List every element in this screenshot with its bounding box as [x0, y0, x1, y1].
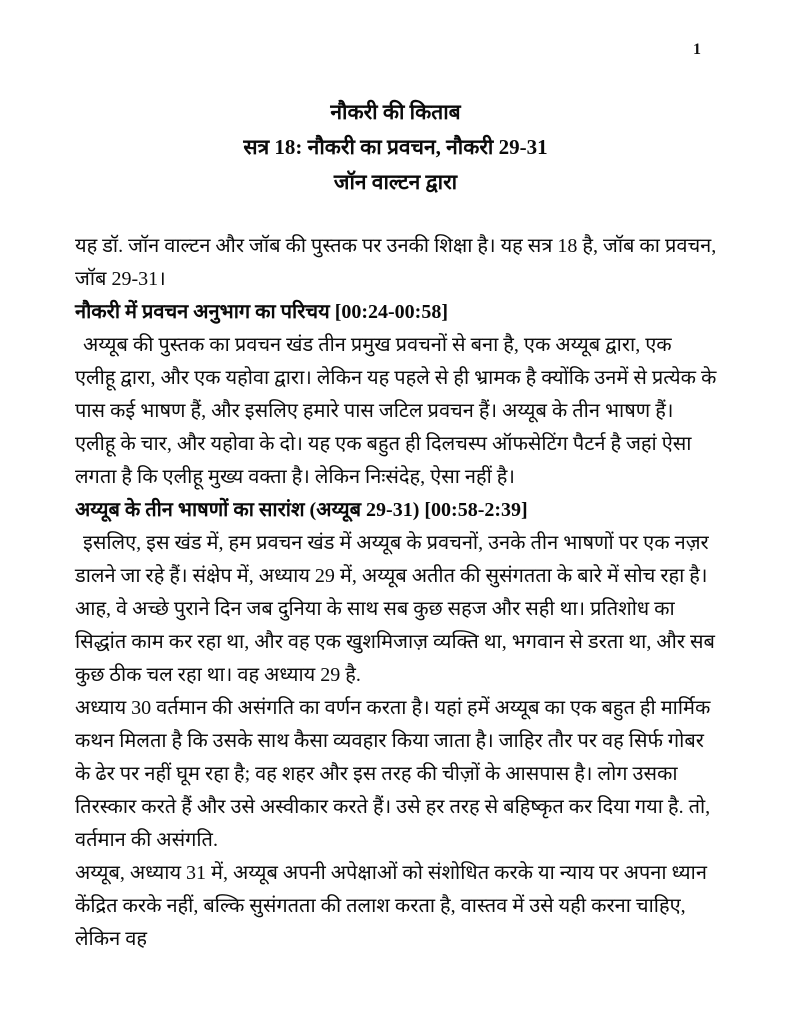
page-number: 1: [693, 41, 701, 58]
section2-paragraph-1: इसलिए, इस खंड में, हम प्रवचन खंड में अय्यूब के प्रवचनों, उनके तीन भाषणों पर एक नज़र डालने जा रहे हैं। संक्षेप में, अध्याय 29 में, अय्यूब अतीत की सुसंगतता के बारे में सोच रहा है। आह, वे अच्छे पुराने दिन जब दुनिया के साथ सब कुछ सहज और सही था। प्रतिशोध का सिद्धांत काम कर रहा था, और वह एक खुशमिजाज़ व्यक्ति था, भगवान से डरता था, और सब कुछ ठीक चल रहा था। वह अध्याय 29 है.: [75, 532, 715, 686]
session-subtitle: सत्र 18: नौकरी का प्रवचन, नौकरी 29-31: [243, 135, 548, 159]
section1-heading: नौकरी में प्रवचन अनुभाग का परिचय [00:24-00:58]: [75, 301, 449, 323]
intro-paragraph: यह डॉ. जॉन वाल्टन और जॉब की पुस्तक पर उनकी शिक्षा है। यह सत्र 18 है, जॉब का प्रवचन, जॉब 29-31।: [75, 235, 717, 290]
document-body: [75, 230, 717, 956]
section1-paragraph: अय्यूब की पुस्तक का प्रवचन खंड तीन प्रमुख प्रवचनों से बना है, एक अय्यूब द्वारा, एक एलीहू द्वारा, और एक यहोवा द्वारा। लेकिन यह पहले से ही भ्रामक है क्योंकि उनमें से प्रत्येक के पास कई भाषण हैं, और इसलिए हमारे पास जटिल प्रवचन हैं। अय्यूब के तीन भाषण हैं। एलीहू के चार, और यहोवा के दो। यह एक बहुत ही दिलचस्प ऑफसेटिंग पैटर्न है जहां ऐसा लगता है कि एलीहू मुख्य वक्ता है। लेकिन निःसंदेह, ऐसा नहीं है।: [75, 334, 717, 488]
section2-heading: अय्यूब के तीन भाषणों का सारांश (अय्यूब 29-31) [00:58-2:39]: [75, 499, 528, 521]
section2-paragraph-3: अय्यूब, अध्याय 31 में, अय्यूब अपनी अपेक्षाओं को संशोधित करके या न्याय पर अपना ध्यान केंद्रित करके नहीं, बल्कि सुसंगतता की तलाश करता है, वास्तव में उसे यही करना चाहिए, लेकिन वह: [75, 862, 707, 950]
author-line: जॉन वाल्टन द्वारा: [333, 170, 458, 194]
section2-paragraph-2: अध्याय 30 वर्तमान की असंगति का वर्णन करता है। यहां हमें अय्यूब का एक बहुत ही मार्मिक कथन मिलता है कि उसके साथ कैसा व्यवहार किया जाता है। जाहिर तौर पर वह सिर्फ गोबर के ढेर पर नहीं घूम रहा है; वह शहर और इस तरह की चीज़ों के आसपास है। लोग उसका तिरस्कार करते हैं और उसे अस्वीकार करते हैं। उसे हर तरह से बहिष्कृत कर दिया गया है. तो, वर्तमान की असंगति.: [75, 697, 711, 851]
title-block: [0, 0, 791, 200]
document-title: नौकरी की किताब: [330, 100, 461, 124]
